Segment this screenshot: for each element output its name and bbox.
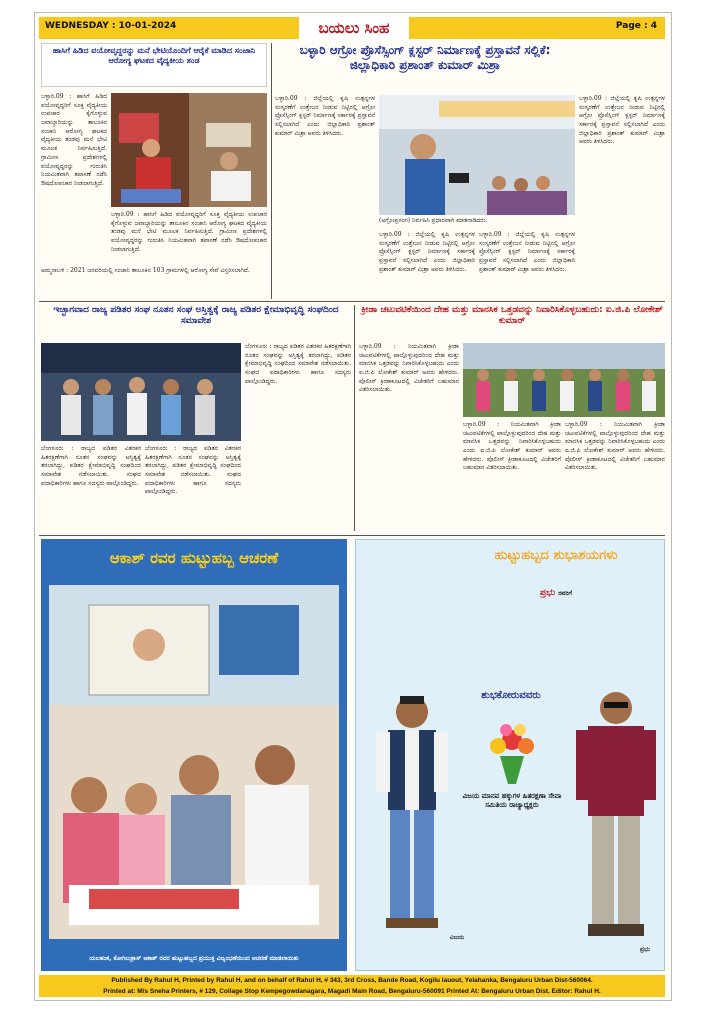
ad2-title: ಹುಟ್ಟುಹಬ್ಬದ ಶುಭಾಶಯಗಳು bbox=[494, 548, 618, 563]
article1-body-col1: ಬಳ್ಳಾರಿ.09 : ಹಾಸಿಗೆ ಹಿಡಿದ ವಯೋವೃದ್ಧರಿಗೆ ಸೂಕ್ತ ವೈದ್ಯಕೀಯ ಉಪಚಾರ ಕೈಗೊಳ್ಳುವ ಜವಾಬ್ದಾರಿಯನ್ನು ತಾಲೂಕಿನ ಸಂಜಾನಿ ಆರೋಗ್ಯ ಘಟಕದ ವೈದ್ಯಕೀಯ ತಂಡವು ಮನೆ ಭೇಟಿ ಮೂಲಕ ನಿರ್ವಹಿಸುತ್ತಿದೆ. ಗ್ರಾಮೀಣ ಪ್ರದೇಶಗಳಲ್ಲಿ ವಯೋವೃದ್ಧರನ್ನು ಗುರುತಿಸಿ ನಿಯಮಿತವಾಗಿ ತಪಾಸಣೆ ನಡೆಸಿ ಔಷಧೋಪಚಾರ ನೀಡಲಾಗುತ್ತಿದೆ. bbox=[41, 93, 107, 187]
article4-body-col3: ಬಳ್ಳಾರಿ.09 : ನಿಯಮಿತವಾಗಿ ಕ್ರೀಡಾ ಚಟುವಟಿಕೆಗಳಲ್ಲಿ ಪಾಲ್ಗೊಳ್ಳುವುದರಿಂದ ದೇಹ ಮತ್ತು ಮಾನಸಿಕ ಒತ್ತಡವನ್ನು ನಿವಾರಿಸಿಕೊಳ್ಳಬಹುದು ಎಂದು ಐ.ಜಿ.ಪಿ ಲೋಕೇಶ್ ಕುಮಾರ್ ಅವರು ಹೇಳಿದರು. ಪೊಲೀಸ್ ಕ್ರೀಡಾಕೂಟದಲ್ಲಿ ವಿಜೇತರಿಗೆ ಬಹುಮಾನ ವಿತರಿಸಲಾಯಿತು. bbox=[565, 421, 665, 472]
ad2-wishers-label: ಶುಭಕೋರುವವರು bbox=[481, 690, 541, 701]
left-portrait bbox=[372, 690, 452, 940]
ad2-honoree bbox=[466, 588, 646, 604]
section-divider bbox=[39, 535, 665, 536]
page-number: Page : 4 bbox=[615, 21, 657, 31]
imprint-line-2: Printed at: M/s Sneha Printers, # 129, Collage Stop Kempegowdanagara, Magadi Main Road, Bengaluru-560091 Printed At: Bengaluru Urban Dist. Editor: Rahul H. bbox=[103, 988, 601, 995]
article1-body-col3: ಬಳ್ಳಾರಿ.09 : ಹಾಸಿಗೆ ಹಿಡಿದ ವಯೋವೃದ್ಧರಿಗೆ ಸೂಕ್ತ ವೈದ್ಯಕೀಯ ಉಪಚಾರ ಕೈಗೊಳ್ಳುವ ಜವಾಬ್ದಾರಿಯನ್ನು ತಾಲೂಕಿನ ಸಂಜಾನಿ ಆರೋಗ್ಯ ಘಟಕದ ವೈದ್ಯಕೀಯ ತಂಡವು ಮನೆ ಭೇಟಿ ಮೂಲಕ ನಿರ್ವಹಿಸುತ್ತಿದೆ. ಗ್ರಾಮೀಣ ಪ್ರದೇಶಗಳಲ್ಲಿ ವಯೋವೃದ್ಧರನ್ನು ಗುರುತಿಸಿ ನಿಯಮಿತವಾಗಿ ತಪಾಸಣೆ ನಡೆಸಿ ಔಷಧೋಪಚಾರ ನೀಡಲಾಗುತ್ತಿದೆ. bbox=[111, 211, 267, 253]
article2-body-col2: ಬಳ್ಳಾರಿ.09 : ಜಿಲ್ಲೆಯಲ್ಲಿ ಕೃಷಿ ಉತ್ಪನ್ನಗಳ ಸಂಸ್ಕರಣೆಗೆ ಉತ್ತೇಜನ ನೀಡುವ ನಿಟ್ಟಿನಲ್ಲಿ ಆಗ್ರೋ ಪ್ರೊಸೆಸ್ಸಿಂಗ್ ಕ್ಲಸ್ಟರ್ ನಿರ್ಮಾಣಕ್ಕೆ ಸರ್ಕಾರಕ್ಕೆ ಪ್ರಸ್ತಾವನೆ ಸಲ್ಲಿಸಲಾಗಿದೆ ಎಂದು ಜಿಲ್ಲಾಧಿಕಾರಿ ಪ್ರಶಾಂತ್ ಕುಮಾರ್ ಮಿಶ್ರಾ ಅವರು ತಿಳಿಸಿದರು. bbox=[379, 231, 475, 273]
article2-photo bbox=[379, 95, 575, 215]
right-portrait-tag: ಪ್ರಭು bbox=[639, 946, 651, 953]
flower-bouquet-image bbox=[480, 716, 544, 786]
ad2-honoree-name: ಪ್ರಭು bbox=[539, 588, 556, 598]
column-divider bbox=[271, 43, 272, 299]
article3-photo bbox=[41, 343, 241, 441]
article4-photo bbox=[463, 343, 665, 417]
article4-headline: ಕ್ರೀಡಾ ಚಟುವಟಿಕೆಯಿಂದ ದೇಹ ಮತ್ತು ಮಾನಸಿಕ ಒತ್ತಡವನ್ನು ನಿವಾರಿಸಿಕೊಳ್ಳಬಹುದು: ಐ.ಜಿ.ಪಿ ಲೋಕೇಶ್ ಕುಮಾರ್ bbox=[361, 305, 663, 327]
article1-photo bbox=[111, 93, 267, 207]
ad1-title: ಆಕಾಶ್ ರವರ ಹುಟ್ಟುಹಬ್ಬ ಆಚರಣೆ bbox=[109, 549, 279, 567]
newspaper-title: ಬಯಲು ಸಿಂಹ bbox=[299, 17, 409, 39]
masthead bbox=[39, 17, 665, 39]
article3-headline: ಇಚ್ಛಾಗವಾದ ರಾಜ್ಯ ಪಡಿತರ ಸಂಘ ನೂತನ ಸಂಘ ಅಸ್ತಿತ್ವಕ್ಕೆ ರಾಜ್ಯ ಪಡಿತರ ಕ್ಷೇಮಾಭಿವೃದ್ಧಿ ಸಂಘದಿಂದ ಸಮಾವೇಶ bbox=[53, 305, 339, 327]
article1-tag: ಅಮ್ಮನಾಬಳಿ : 2021 ಜನವರಿಯಲ್ಲಿ ಸಂಜಾನಿ ತಾಲೂಕಿನ 103 ಗ್ರಾಮಗಳಲ್ಲಿ ಆರೋಗ್ಯ ಸೇವೆ ವಿಸ್ತರಿಸಲಾಗಿದೆ. bbox=[41, 267, 250, 274]
left-portrait-tag: ವಿಜಯ bbox=[449, 934, 465, 941]
article2-headline: ಬಳ್ಳಾರಿ ಆಗ್ರೋ ಪ್ರೊಸೆಸ್ಸಿಂಗ್ ಕ್ಲಸ್ಟರ್ ನಿರ್ಮಾಣಕ್ಕೆ ಪ್ರಸ್ತಾವನೆ ಸಲ್ಲಿಕೆ: ಜಿಲ್ಲಾಧಿಕಾರಿ ಪ್ರಶಾಂತ್ ಕುಮಾರ್ ಮಿಶ್ರಾ bbox=[299, 43, 551, 72]
article4-body-col1: ಬಳ್ಳಾರಿ.09 : ನಿಯಮಿತವಾಗಿ ಕ್ರೀಡಾ ಚಟುವಟಿಕೆಗಳಲ್ಲಿ ಪಾಲ್ಗೊಳ್ಳುವುದರಿಂದ ದೇಹ ಮತ್ತು ಮಾನಸಿಕ ಒತ್ತಡವನ್ನು ನಿವಾರಿಸಿಕೊಳ್ಳಬಹುದು ಎಂದು ಐ.ಜಿ.ಪಿ ಲೋಕೇಶ್ ಕುಮಾರ್ ಅವರು ಹೇಳಿದರು. ಪೊಲೀಸ್ ಕ್ರೀಡಾಕೂಟದಲ್ಲಿ ವಿಜೇತರಿಗೆ ಬಹುಮಾನ ವಿತರಿಸಲಾಯಿತು. bbox=[359, 343, 459, 394]
birthday-celebration-ad bbox=[41, 539, 347, 971]
ad1-caption: ಯಲಹಂಕ, ಕೋಗಿಲುಕ್ರಾಸ್ ಆಕಾಶ್ ರವರ ಹುಟ್ಟುಹಬ್ಬದ ಪ್ರಯುಕ್ತ ವಿಜೃಂಭಣೆಯಿಂದ ಆಚರಣೆ ಮಾಡಲಾಯಿತು bbox=[89, 955, 299, 962]
imprint-line-1: Published By Rahul H, Printed by Rahul H, and on behalf of Rahul H, # 343, 3rd Cross, Bande Road, Kogilu lauout, Yelahanka, Bengaluru Urban Dist-560064. bbox=[111, 977, 593, 984]
article3-body-col3: ಬೆಂಗಳೂರು : ರಾಜ್ಯದ ಪಡಿತರ ವಿತರಕರ ಹಿತರಕ್ಷಣೆಗಾಗಿ ನೂತನ ಸಂಘವನ್ನು ಅಸ್ತಿತ್ವಕ್ಕೆ ತರಲಾಗಿದ್ದು, ಪಡಿತರ ಕ್ಷೇಮಾಭಿವೃದ್ಧಿ ಸಂಘದಿಂದ ಸಮಾವೇಶ ನಡೆಸಲಾಯಿತು. ಸಂಘದ ಪದಾಧಿಕಾರಿಗಳು ಹಾಗೂ ಸದಸ್ಯರು ಪಾಲ್ಗೊಂಡಿದ್ದರು. bbox=[245, 343, 351, 385]
section-divider bbox=[39, 301, 665, 302]
birthday-wishes-ad bbox=[355, 539, 665, 971]
newspaper-page bbox=[34, 12, 672, 1001]
article3-body-col2: ಬೆಂಗಳೂರು : ರಾಜ್ಯದ ಪಡಿತರ ವಿತರಕರ ಹಿತರಕ್ಷಣೆಗಾಗಿ ನೂತನ ಸಂಘವನ್ನು ಅಸ್ತಿತ್ವಕ್ಕೆ ತರಲಾಗಿದ್ದು, ಪಡಿತರ ಕ್ಷೇಮಾಭಿವೃದ್ಧಿ ಸಂಘದಿಂದ ಸಮಾವೇಶ ನಡೆಸಲಾಯಿತು. ಸಂಘದ ಪದಾಧಿಕಾರಿಗಳು ಹಾಗೂ ಸದಸ್ಯರು ಪಾಲ್ಗೊಂಡಿದ್ದರು. bbox=[145, 445, 241, 496]
article2-body-col4: ಬಳ್ಳಾರಿ.09 : ಜಿಲ್ಲೆಯಲ್ಲಿ ಕೃಷಿ ಉತ್ಪನ್ನಗಳ ಸಂಸ್ಕರಣೆಗೆ ಉತ್ತೇಜನ ನೀಡುವ ನಿಟ್ಟಿನಲ್ಲಿ ಆಗ್ರೋ ಪ್ರೊಸೆಸ್ಸಿಂಗ್ ಕ್ಲಸ್ಟರ್ ನಿರ್ಮಾಣಕ್ಕೆ ಸರ್ಕಾರಕ್ಕೆ ಪ್ರಸ್ತಾವನೆ ಸಲ್ಲಿಸಲಾಗಿದೆ ಎಂದು ಜಿಲ್ಲಾಧಿಕಾರಿ ಪ್ರಶಾಂತ್ ಕುಮಾರ್ ಮಿಶ್ರಾ ಅವರು ತಿಳಿಸಿದರು. bbox=[579, 95, 665, 146]
article1-headline: ಹಾಸಿಗೆ ಹಿಡಿದ ವಯೋವೃದ್ದರನ್ನು ಮನೆ ಭೇಟಿಯೊಂದಿಗೆ ಆರೈಕೆ ಮಾಡಿದ ಸಂಜಾನಿ ಆರೋಗ್ಯ ಘಟಕದ ವೈದ್ಯಕೀಯ ತಂಡ bbox=[41, 43, 267, 87]
article2-body-col3: ಬಳ್ಳಾರಿ.09 : ಜಿಲ್ಲೆಯಲ್ಲಿ ಕೃಷಿ ಉತ್ಪನ್ನಗಳ ಸಂಸ್ಕರಣೆಗೆ ಉತ್ತೇಜನ ನೀಡುವ ನಿಟ್ಟಿನಲ್ಲಿ ಆಗ್ರೋ ಪ್ರೊಸೆಸ್ಸಿಂಗ್ ಕ್ಲಸ್ಟರ್ ನಿರ್ಮಾಣಕ್ಕೆ ಸರ್ಕಾರಕ್ಕೆ ಪ್ರಸ್ತಾವನೆ ಸಲ್ಲಿಸಲಾಗಿದೆ ಎಂದು ಜಿಲ್ಲಾಧಿಕಾರಿ ಪ್ರಶಾಂತ್ ಕುಮಾರ್ ಮಿಶ್ರಾ ಅವರು ತಿಳಿಸಿದರು. bbox=[479, 231, 575, 273]
article4-body-col2: ಬಳ್ಳಾರಿ.09 : ನಿಯಮಿತವಾಗಿ ಕ್ರೀಡಾ ಚಟುವಟಿಕೆಗಳಲ್ಲಿ ಪಾಲ್ಗೊಳ್ಳುವುದರಿಂದ ದೇಹ ಮತ್ತು ಮಾನಸಿಕ ಒತ್ತಡವನ್ನು ನಿವಾರಿಸಿಕೊಳ್ಳಬಹುದು ಎಂದು ಐ.ಜಿ.ಪಿ ಲೋಕೇಶ್ ಕುಮಾರ್ ಅವರು ಹೇಳಿದರು. ಪೊಲೀಸ್ ಕ್ರೀಡಾಕೂಟದಲ್ಲಿ ವಿಜೇತರಿಗೆ ಬಹುಮಾನ ವಿತರಿಸಲಾಯಿತು. bbox=[463, 421, 561, 472]
article3-body-col1: ಬೆಂಗಳೂರು : ರಾಜ್ಯದ ಪಡಿತರ ವಿತರಕರ ಹಿತರಕ್ಷಣೆಗಾಗಿ ನೂತನ ಸಂಘವನ್ನು ಅಸ್ತಿತ್ವಕ್ಕೆ ತರಲಾಗಿದ್ದು, ಪಡಿತರ ಕ್ಷೇಮಾಭಿವೃದ್ಧಿ ಸಂಘದಿಂದ ಸಮಾವೇಶ ನಡೆಸಲಾಯಿತು. ಸಂಘದ ಪದಾಧಿಕಾರಿಗಳು ಹಾಗೂ ಸದಸ್ಯರು ಪಾಲ್ಗೊಂಡಿದ್ದರು. bbox=[41, 445, 141, 487]
ad2-honoree-suffix: ರವರಿಗೆ bbox=[558, 590, 572, 597]
article2-caption: (ಅಗ್ರೋಪ್ರಸಂಗ) ನಿರ್ವಹಿಸಿ ಪ್ರಧಾನವಾಗಿ ಮಾತನಾಡಿದರು. bbox=[379, 217, 488, 224]
ad2-wishers: ವಿಜಯ ಮಾನವ ಹಕ್ಕುಗಳ ಹಿತರಕ್ಷಣಾ ಸೇವಾ ಸಮಿತಿಯ ರಾಜ್ಯಾಧ್ಯಕ್ಷರು bbox=[462, 792, 562, 809]
ad1-photo bbox=[49, 585, 339, 939]
imprint-footer bbox=[39, 975, 665, 997]
column-divider bbox=[354, 305, 355, 531]
right-portrait bbox=[574, 686, 658, 946]
issue-date: WEDNESDAY : 10-01-2024 bbox=[45, 21, 177, 31]
article2-body-col1: ಬಳ್ಳಾರಿ.09 : ಜಿಲ್ಲೆಯಲ್ಲಿ ಕೃಷಿ ಉತ್ಪನ್ನಗಳ ಸಂಸ್ಕರಣೆಗೆ ಉತ್ತೇಜನ ನೀಡುವ ನಿಟ್ಟಿನಲ್ಲಿ ಆಗ್ರೋ ಪ್ರೊಸೆಸ್ಸಿಂಗ್ ಕ್ಲಸ್ಟರ್ ನಿರ್ಮಾಣಕ್ಕೆ ಸರ್ಕಾರಕ್ಕೆ ಪ್ರಸ್ತಾವನೆ ಸಲ್ಲಿಸಲಾಗಿದೆ ಎಂದು ಜಿಲ್ಲಾಧಿಕಾರಿ ಪ್ರಶಾಂತ್ ಕುಮಾರ್ ಮಿಶ್ರಾ ಅವರು ತಿಳಿಸಿದರು. bbox=[275, 95, 375, 137]
